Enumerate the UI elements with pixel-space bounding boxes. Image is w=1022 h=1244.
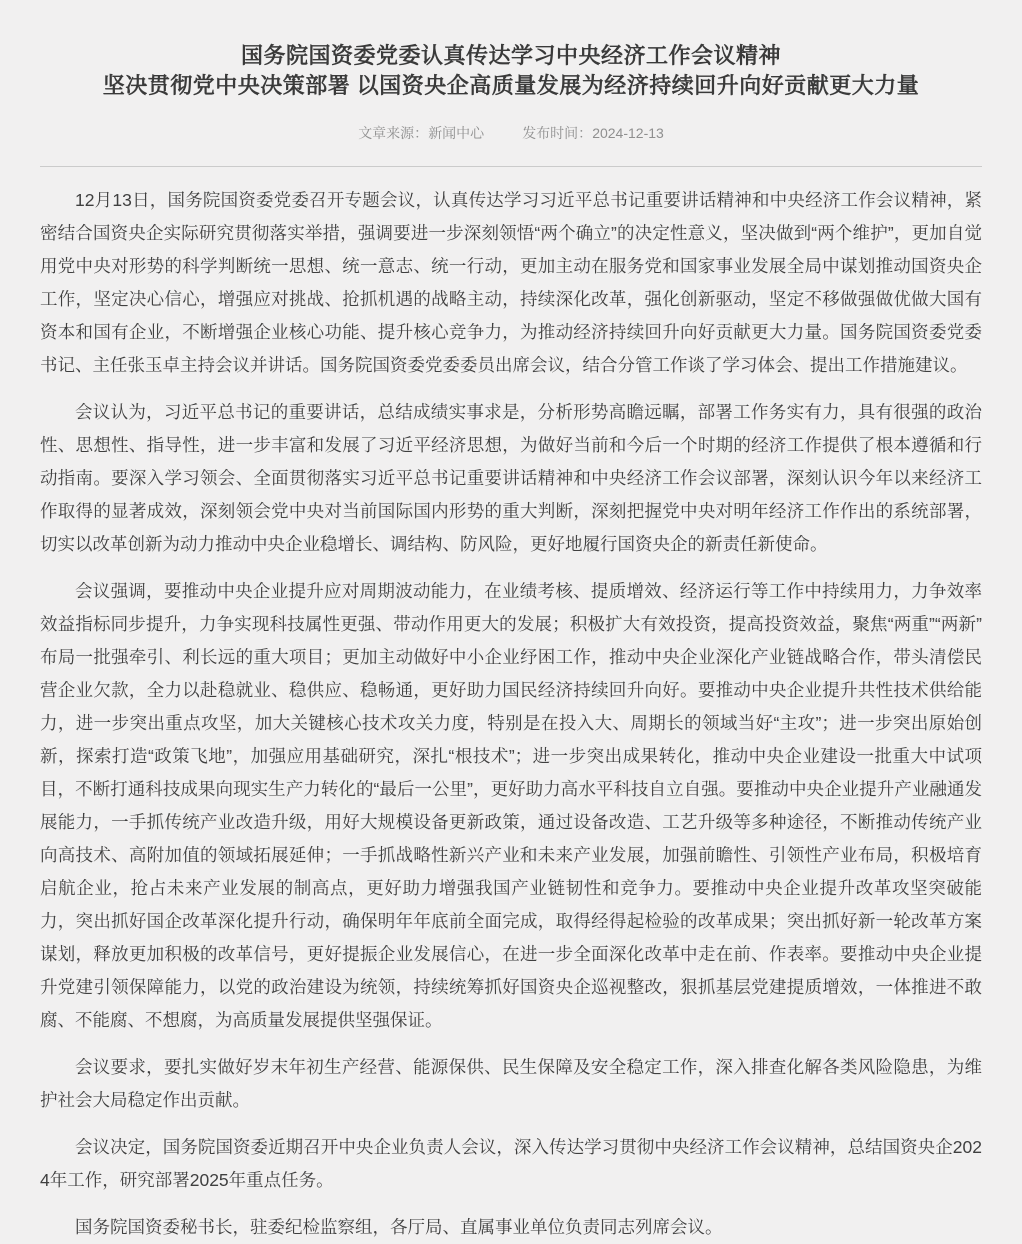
article-paragraph: 会议强调，要推动中央企业提升应对周期波动能力，在业绩考核、提质增效、经济运行等工作中持续用力，力争效率效益指标同步提升，力争实现科技属性更强、带动作用更大的发展；积极扩大有效投资，提高投资效益，聚焦“两重”“两新”布局一批强牵引、利长远的重大项目；更加主动做好中小企业纾困工作，推动中央企业深化产业链战略合作，带头清偿民营企业欠款，全力以赴稳就业、稳供应、稳畅通，更好助力国民经济持续回升向好。要推动中央企业提升共性技术供给能力，进一步突出重点攻坚，加大关键核心技术攻关力度，特别是在投入大、周期长的领域当好“主攻”；进一步突出原始创新，探索打造“政策飞地”，加强应用基础研究，深扎“根技术”；进一步突出成果转化，推动中央企业建设一批重大中试项目，不断打通科技成果向现实生产力转化的“最后一公里”，更好助力高水平科技自立自强。要推动中央企业提升产业融通发展能力，一手抓传统产业改造升级，用好大规模设备更新政策，通过设备改造、工艺升级等多种途径，不断推动传统产业向高技术、高附加值的领域拓展延伸；一手抓战略性新兴产业和未来产业发展，加强前瞻性、引领性产业布局，积极培育启航企业，抢占未来产业发展的制高点，更好助力增强我国产业链韧性和竞争力。要推动中央企业提升改革攻坚突破能力，突出抓好国企改革深化提升行动，确保明年年底前全面完成，取得经得起检验的改革成果；突出抓好新一轮改革方案谋划，释放更加积极的改革信号，更好提振企业发展信心，在进一步全面深化改革中走在前、作表率。要推动中央企业提升党建引领保障能力，以党的政治建设为统领，持续统筹抓好国资央企巡视整改，狠抓基层党建提质增效，一体推进不敢腐、不能腐、不想腐，为高质量发展提供坚强保证。	[40, 580, 982, 1030]
article-publish-time	[522, 123, 664, 143]
article-body	[40, 167, 982, 1244]
article-title	[40, 41, 982, 101]
article-source	[358, 123, 484, 143]
article-source-value: 新闻中心	[428, 124, 485, 141]
article-time-label: 发布时间：	[522, 124, 593, 141]
article-paragraph: 国务院国资委秘书长，驻委纪检监察组，各厅局、直属事业单位负责同志列席会议。	[75, 1216, 723, 1237]
article-paragraph: 12月13日，国务院国资委党委召开专题会议，认真传达学习习近平总书记重要讲话精神和中央经济工作会议精神，紧密结合国资央企实际研究贯彻落实举措，强调要进一步深刻领悟“两个确立”的决定性意义，坚决做到“两个维护”，更加自觉用党中央对形势的科学判断统一思想、统一意志、统一行动，更加主动在服务党和国家事业发展全局中谋划推动国资央企工作，坚定决心信心，增强应对挑战、抢抓机遇的战略主动，持续深化改革，强化创新驱动，坚定不移做强做优做大国有资本和国有企业，不断增强企业核心功能、提升核心竞争力，为推动经济持续回升向好贡献更大力量。国务院国资委党委书记、主任张玉卓主持会议并讲话。国务院国资委党委委员出席会议，结合分管工作谈了学习体会、提出工作措施建议。	[40, 189, 982, 375]
article-paragraph: 会议要求，要扎实做好岁末年初生产经营、能源保供、民生保障及安全稳定工作，深入排查化解各类风险隐患，为维护社会大局稳定作出贡献。	[40, 1056, 982, 1110]
article-source-label: 文章来源：	[358, 124, 429, 141]
article-header	[40, 0, 982, 167]
article-paragraph: 会议认为，习近平总书记的重要讲话，总结成绩实事求是，分析形势高瞻远瞩，部署工作务实有力，具有很强的政治性、思想性、指导性，进一步丰富和发展了习近平经济思想，为做好当前和今后一个时期的经济工作提供了根本遵循和行动指南。要深入学习领会、全面贯彻落实习近平总书记重要讲话精神和中央经济工作会议部署，深刻认识今年以来经济工作取得的显著成效，深刻领会党中央对当前国际国内形势的重大判断，深刻把握党中央对明年经济工作作出的系统部署，切实以改革创新为动力推动中央企业稳增长、调结构、防风险，更好地履行国资央企的新责任新使命。	[40, 401, 982, 554]
article-paragraph: 会议决定，国务院国资委近期召开中央企业负责人会议，深入传达学习贯彻中央经济工作会议精神，总结国资央企2024年工作，研究部署2025年重点任务。	[40, 1136, 982, 1190]
article-title-line-2: 坚决贯彻党中央决策部署 以国资央企高质量发展为经济持续回升向好贡献更大力量	[102, 72, 920, 98]
article-title-line-1: 国务院国资委党委认真传达学习中央经济工作会议精神	[240, 42, 781, 68]
article-time-value: 2024-12-13	[592, 124, 664, 141]
article-meta	[40, 123, 982, 143]
